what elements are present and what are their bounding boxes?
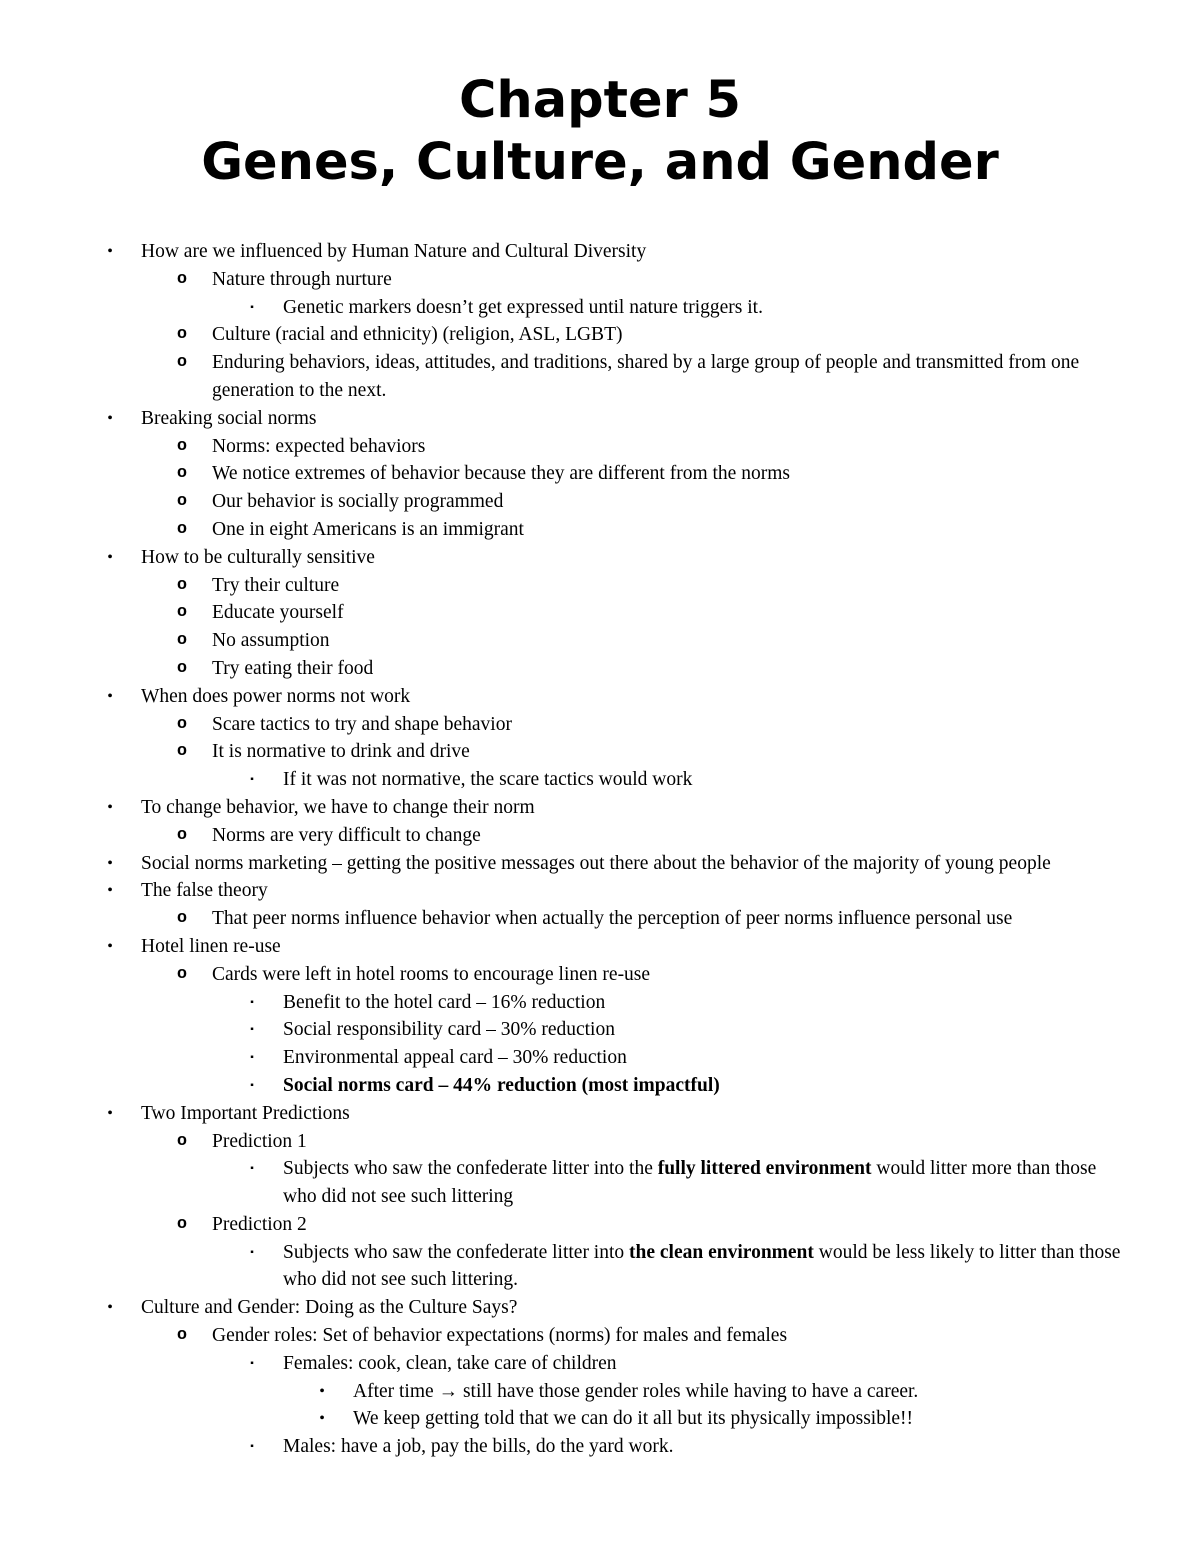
- list-item: • Social norms marketing – getting the positive messages out there about the behavior of the majority of young people: [0, 850, 1200, 878]
- square-bullet-icon: ▪: [250, 1079, 254, 1091]
- circle-bullet-icon: o: [176, 742, 188, 762]
- list-item: o Enduring behaviors, ideas, attitudes, and traditions, shared by a large group of people and transmitted from one generation to the next.: [0, 349, 1200, 405]
- circle-bullet-icon: o: [176, 519, 188, 539]
- bullet-icon: •: [107, 854, 113, 872]
- list-item: o No assumption: [0, 627, 1200, 655]
- list-item: o Educate yourself: [0, 599, 1200, 627]
- list-item: • To change behavior, we have to change their norm: [0, 794, 1200, 822]
- list-item: • The false theory: [0, 877, 1200, 905]
- list-item: o Norms are very difficult to change: [0, 822, 1200, 850]
- list-item: o Norms: expected behaviors: [0, 433, 1200, 461]
- circle-bullet-icon: o: [176, 658, 188, 678]
- list-item: ▪ Females: cook, clean, take care of children: [0, 1350, 1200, 1378]
- square-bullet-icon: ▪: [250, 996, 254, 1008]
- outline-list: [0, 238, 1200, 1461]
- list-item: • Hotel linen re-use: [0, 933, 1200, 961]
- list-item: o Culture (racial and ethnicity) (religion, ASL, LGBT): [0, 321, 1200, 349]
- circle-bullet-icon: o: [176, 492, 188, 512]
- chapter-subtitle: Genes, Culture, and Gender: [201, 133, 999, 192]
- list-item: • Breaking social norms: [0, 405, 1200, 433]
- list-item: • We keep getting told that we can do it all but its physically impossible!!: [0, 1405, 1200, 1433]
- list-item: • Two Important Predictions: [0, 1100, 1200, 1128]
- list-item: • How are we influenced by Human Nature and Cultural Diversity: [0, 238, 1200, 266]
- list-item: ▪ Genetic markers doesn’t get expressed until nature triggers it.: [0, 294, 1200, 322]
- bullet-icon: •: [107, 409, 113, 427]
- circle-bullet-icon: o: [176, 464, 188, 484]
- list-item: ▪ Social responsibility card – 30% reduction: [0, 1016, 1200, 1044]
- bullet-icon: •: [107, 243, 113, 260]
- list-item: o Try eating their food: [0, 655, 1200, 683]
- list-item: o It is normative to drink and drive: [0, 738, 1200, 766]
- square-bullet-icon: ▪: [250, 1441, 254, 1453]
- bullet-icon: •: [107, 882, 113, 900]
- square-bullet-icon: ▪: [250, 301, 254, 313]
- circle-bullet-icon: o: [176, 603, 188, 623]
- list-item: ▪ Males: have a job, pay the bills, do the yard work.: [0, 1433, 1200, 1461]
- circle-bullet-icon: o: [176, 909, 188, 929]
- list-item: o Gender roles: Set of behavior expectations (norms) for males and females: [0, 1322, 1200, 1350]
- list-item: ▪ Subjects who saw the confederate litter into the fully littered environment would litter more than those who did not see such littering: [0, 1155, 1200, 1211]
- list-item: ▪ Subjects who saw the confederate litter into the clean environment would be less likely to litter than those who did not see such littering.: [0, 1239, 1200, 1295]
- circle-bullet-icon: o: [176, 436, 188, 456]
- circle-bullet-icon: o: [176, 964, 188, 984]
- document-title: [0, 70, 1200, 194]
- list-item: • Culture and Gender: Doing as the Culture Says?: [0, 1294, 1200, 1322]
- bullet-icon: •: [107, 937, 113, 955]
- square-bullet-icon: ▪: [250, 1246, 254, 1258]
- list-item: • How to be culturally sensitive: [0, 544, 1200, 572]
- list-item: ▪ Benefit to the hotel card – 16% reduction: [0, 989, 1200, 1017]
- square-bullet-icon: ▪: [250, 1357, 254, 1369]
- circle-bullet-icon: o: [176, 631, 188, 651]
- bullet-icon: •: [319, 1382, 325, 1400]
- list-item: o That peer norms influence behavior when actually the perception of peer norms influence personal use: [0, 905, 1200, 933]
- square-bullet-icon: ▪: [250, 1052, 254, 1064]
- chapter-heading: Chapter 5: [458, 71, 742, 130]
- arrow-right-icon: →: [438, 1380, 459, 1402]
- list-item: o Prediction 2: [0, 1211, 1200, 1239]
- square-bullet-icon: ▪: [250, 1163, 254, 1175]
- list-item: o Try their culture: [0, 572, 1200, 600]
- bullet-icon: •: [319, 1410, 325, 1428]
- list-item: ▪ Social norms card – 44% reduction (most impactful): [0, 1072, 1200, 1100]
- bullet-icon: •: [107, 1299, 113, 1317]
- list-item: o One in eight Americans is an immigrant: [0, 516, 1200, 544]
- circle-bullet-icon: o: [176, 325, 188, 345]
- circle-bullet-icon: o: [176, 1326, 188, 1346]
- list-item: ▪ Environmental appeal card – 30% reduction: [0, 1044, 1200, 1072]
- list-item: o Cards were left in hotel rooms to encourage linen re-use: [0, 961, 1200, 989]
- circle-bullet-icon: o: [176, 714, 188, 734]
- circle-bullet-icon: o: [176, 1131, 188, 1151]
- bullet-icon: •: [107, 798, 113, 816]
- circle-bullet-icon: o: [176, 575, 188, 595]
- square-bullet-icon: ▪: [250, 774, 254, 786]
- list-item: ▪ If it was not normative, the scare tactics would work: [0, 766, 1200, 794]
- list-item: • After time → still have those gender roles while having to have a career.: [0, 1378, 1200, 1406]
- circle-bullet-icon: o: [176, 353, 188, 373]
- circle-bullet-icon: o: [176, 269, 188, 289]
- circle-bullet-icon: o: [176, 825, 188, 845]
- circle-bullet-icon: o: [176, 1214, 188, 1234]
- square-bullet-icon: ▪: [250, 1024, 254, 1036]
- emphasis-text: fully littered environment: [657, 1158, 872, 1180]
- bullet-icon: •: [107, 548, 113, 566]
- list-item: o Prediction 1: [0, 1128, 1200, 1156]
- list-item: o We notice extremes of behavior because they are different from the norms: [0, 460, 1200, 488]
- list-item: o Our behavior is socially programmed: [0, 488, 1200, 516]
- bullet-icon: •: [107, 1104, 113, 1122]
- list-item: o Scare tactics to try and shape behavior: [0, 711, 1200, 739]
- list-item: o Nature through nurture: [0, 266, 1200, 294]
- list-item: • When does power norms not work: [0, 683, 1200, 711]
- emphasis-text: the clean environment: [629, 1241, 814, 1263]
- bullet-icon: •: [107, 687, 113, 705]
